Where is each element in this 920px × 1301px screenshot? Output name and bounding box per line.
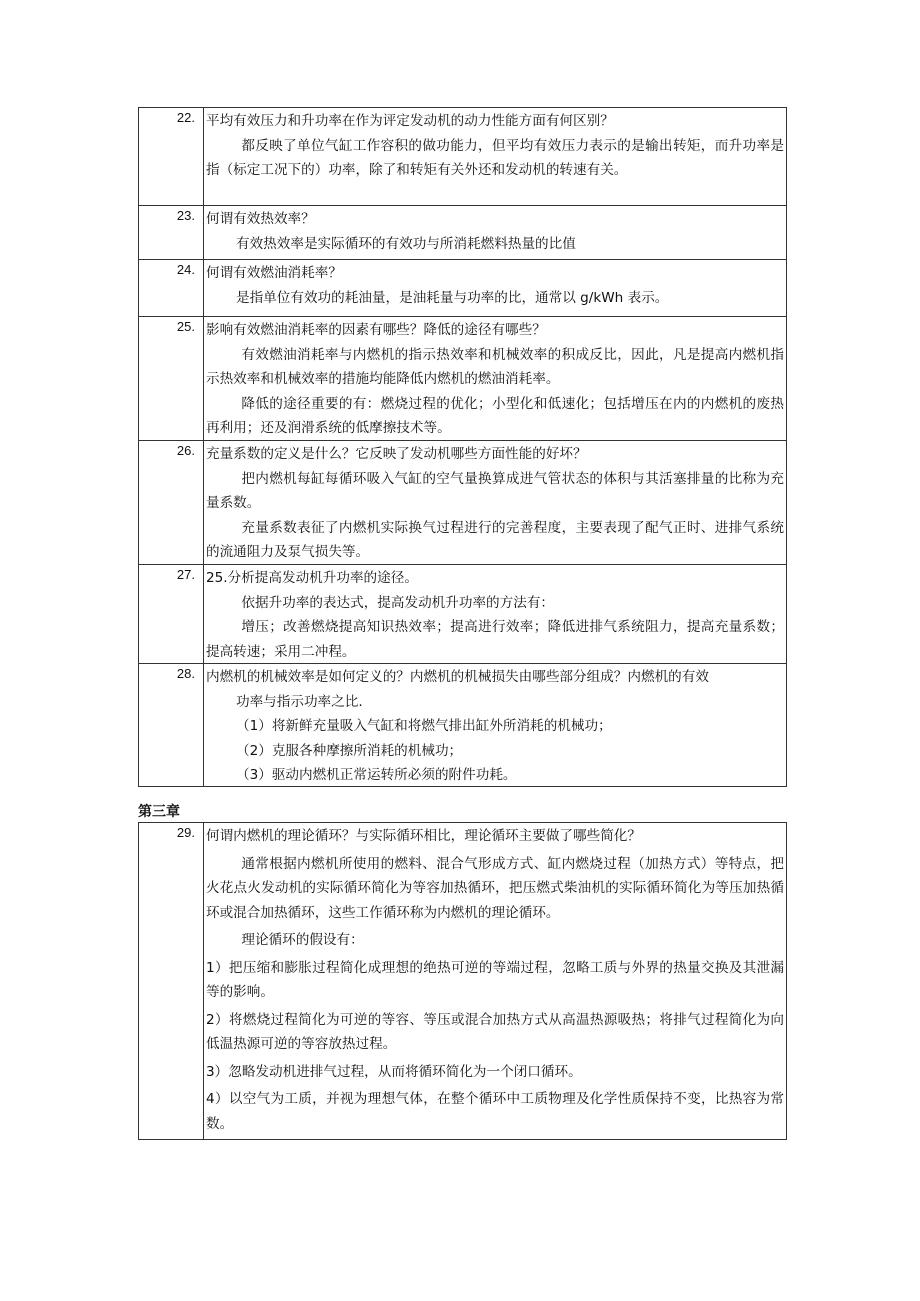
question-number: 23. bbox=[139, 206, 204, 259]
answer-item: （2）克服各种摩擦所消耗的机械功； bbox=[236, 742, 463, 759]
question-text: 何谓内燃机的理论循环？与实际循环相比，理论循环主要做了哪些简化？ bbox=[206, 828, 641, 844]
qa-table-chapter2 bbox=[138, 107, 787, 787]
assumption-item: 3）忽略发动机进排气过程，从而将循环简化为一个闭口循环。 bbox=[206, 1063, 582, 1080]
answer-text: 把内燃机每缸每循环吸入气缸的空气量换算成进气管状态的体积与其活塞排量的比称为充量系数。 bbox=[206, 470, 784, 511]
answer-text: 依据升功率的表达式，提高发动机升功率的方法有： bbox=[241, 594, 555, 611]
qa-row-27 bbox=[139, 565, 786, 664]
qa-row-29 bbox=[139, 823, 786, 1140]
question-text: 25.分析提高发动机升功率的途径。 bbox=[206, 570, 418, 586]
assumption-item: 2）将燃烧过程简化为可逆的等容、等压或混合加热方式从高温热源吸热；将排气过程简化为向低温热源可逆的等容放热过程。 bbox=[206, 1011, 784, 1052]
answer-text: 增压；改善燃烧提高知识热效率；提高进行效率；降低进排气系统阻力，提高充量系数；提高转速；采用二冲程。 bbox=[206, 619, 784, 660]
assumption-item: 1）把压缩和膨胀过程简化成理想的绝热可逆的等端过程，忽略工质与外界的热量交换及其泄漏等的影响。 bbox=[206, 959, 784, 1000]
assumption-title: 理论循环的假设有： bbox=[241, 932, 364, 948]
question-text-continued: 功率与指示功率之比. bbox=[236, 693, 363, 710]
answer-text: 降低的途径重要的有：燃烧过程的优化；小型化和低速化；包括增压在内的内燃机的废热再利用；还及润滑系统的低摩擦技术等。 bbox=[206, 395, 784, 436]
qa-row-23 bbox=[139, 206, 786, 260]
question-number: 25. bbox=[139, 317, 204, 440]
qa-content bbox=[204, 441, 786, 564]
question-text: 内燃机的机械效率是如何定义的？内燃机的机械损失由哪些部分组成？内燃机的有效 bbox=[206, 669, 709, 685]
question-number: 26. bbox=[139, 441, 204, 564]
question-number: 27. bbox=[139, 565, 204, 663]
question-text: 平均有效压力和升功率在作为评定发动机的动力性能方面有何区别？ bbox=[206, 113, 614, 129]
answer-text: 有效燃油消耗率与内燃机的指示热效率和机械效率的积成反比，因此，凡是提高内燃机指示热效率和机械效率的措施均能降低内燃机的燃油消耗率。 bbox=[206, 346, 784, 387]
qa-row-26 bbox=[139, 441, 786, 565]
answer-text: 充量系数表征了内燃机实际换气过程进行的完善程度，主要表现了配气正时、进排气系统的流通阻力及泵气损失等。 bbox=[206, 519, 784, 560]
assumption-item: 4）以空气为工质，并视为理想气体，在整个循环中工质物理及化学性质保持不变，比热容为常数。 bbox=[206, 1091, 784, 1132]
qa-content bbox=[204, 108, 786, 205]
qa-row-24 bbox=[139, 260, 786, 317]
question-text: 充量系数的定义是什么？它反映了发动机哪些方面性能的好坏？ bbox=[206, 446, 587, 462]
answer-item: （1）将新鲜充量吸入气缸和将燃气排出缸外所消耗的机械功； bbox=[236, 718, 612, 734]
chapter-heading: 第三章 bbox=[138, 804, 180, 820]
qa-table-chapter3 bbox=[138, 822, 787, 1140]
qa-content bbox=[204, 664, 786, 786]
question-number: 24. bbox=[139, 260, 204, 316]
answer-text: 有效热效率是实际循环的有效功与所消耗燃料热量的比值 bbox=[236, 235, 576, 252]
question-text: 何谓有效热效率？ bbox=[206, 211, 315, 227]
answer-text: 通常根据内燃机所使用的燃料、混合气形成方式、缸内燃烧过程（加热方式）等特点，把火花点火发动机的实际循环简化为等容加热循环，把压燃式柴油机的实际循环简化为等压加热循环或混合加热循环，这些工作循环称为内燃机的理论循环。 bbox=[206, 855, 784, 921]
qa-row-22 bbox=[139, 108, 786, 206]
answer-item: （3）驱动内燃机正常运转所必须的附件功耗。 bbox=[236, 767, 517, 783]
question-number: 28. bbox=[139, 664, 204, 786]
qa-content bbox=[204, 317, 786, 440]
question-text: 何谓有效燃油消耗率？ bbox=[206, 265, 342, 281]
qa-content bbox=[204, 206, 786, 259]
question-text: 影响有效燃油消耗率的因素有哪些？降低的途径有哪些？ bbox=[206, 322, 546, 338]
question-number: 22. bbox=[139, 108, 204, 205]
answer-text: 都反映了单位气缸工作容积的做功能力，但平均有效压力表示的是输出转矩，而升功率是指（标定工况下的）功率，除了和转矩有关外还和发动机的转速有关。 bbox=[206, 137, 784, 178]
qa-content bbox=[204, 260, 786, 316]
qa-content bbox=[204, 565, 786, 663]
answer-text: 是指单位有效功的耗油量，是油耗量与功率的比，通常以 g/kWh 表示。 bbox=[236, 289, 669, 306]
qa-content bbox=[204, 823, 786, 1139]
qa-row-28 bbox=[139, 664, 786, 787]
qa-row-25 bbox=[139, 317, 786, 441]
question-number: 29. bbox=[139, 823, 204, 1139]
